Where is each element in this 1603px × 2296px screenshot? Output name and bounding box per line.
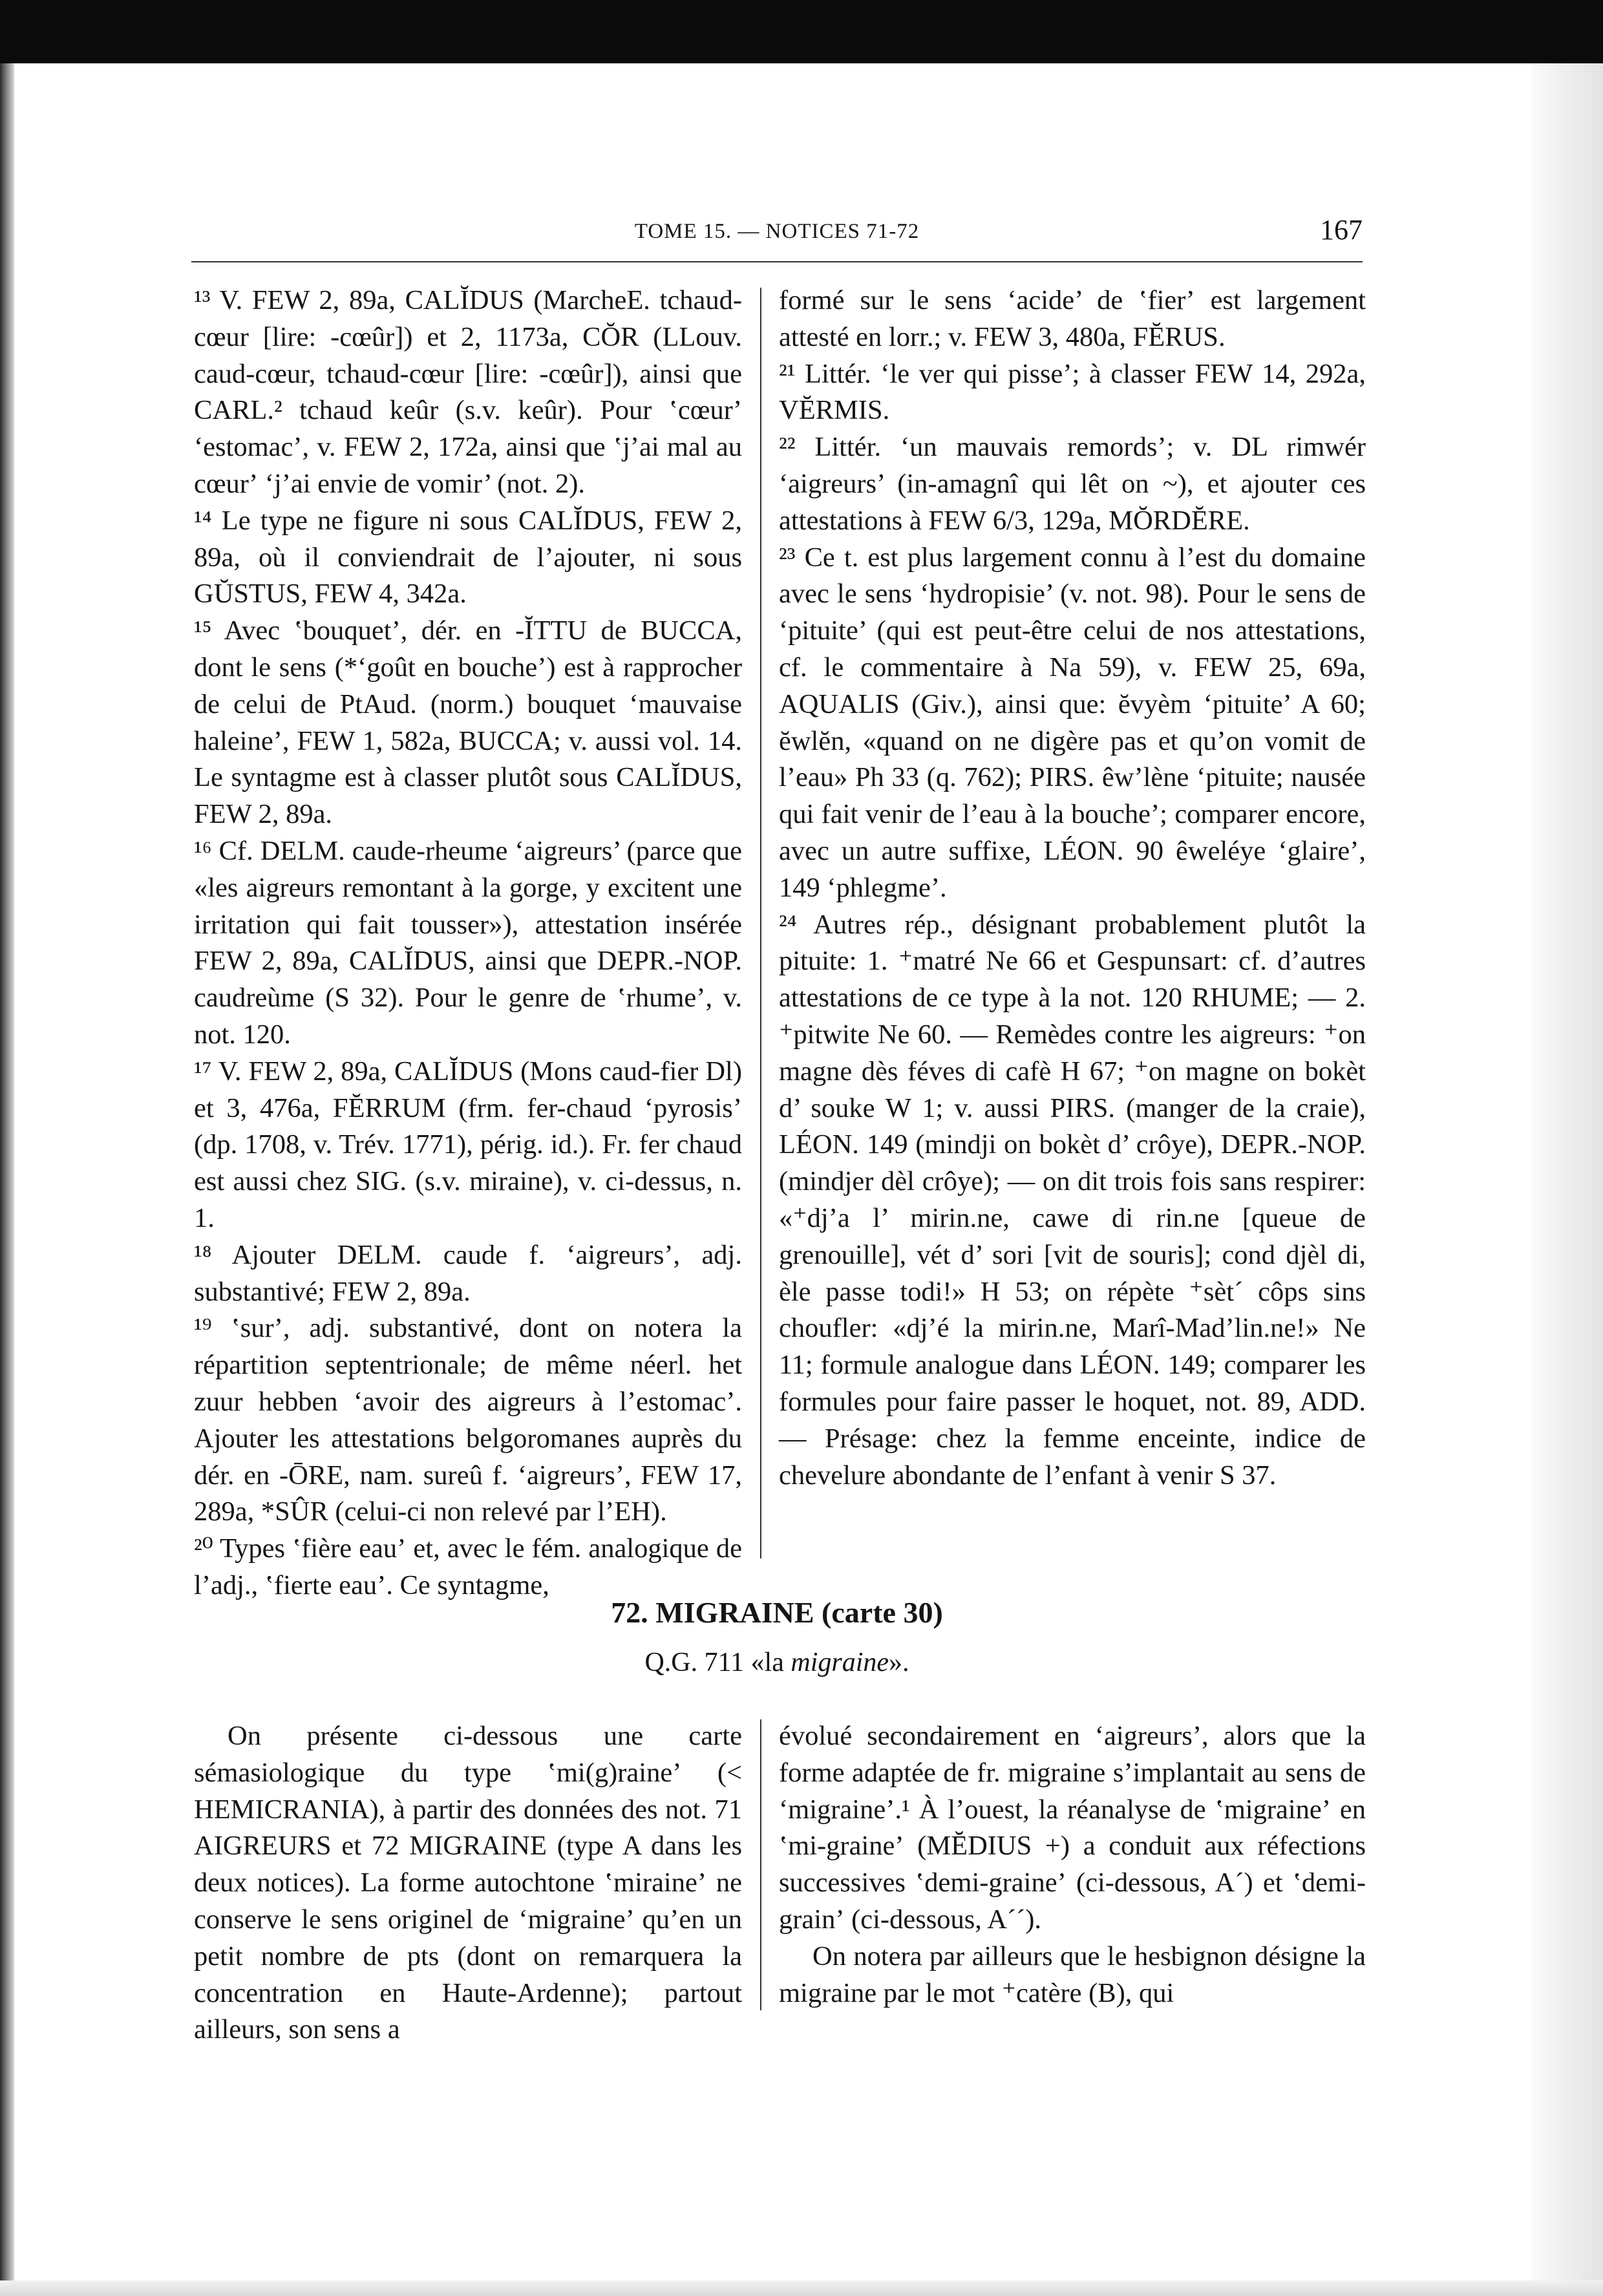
- footnote-23: ²³ Ce t. est plus largement connu à l’est du domaine avec le sens ‘hydropisie’ (v. not. 98). Pour le sens de ‘pituite’ (qui est peut-être celui de nos attestations, cf. le commentaire à Na 59), v. FEW 25, 69a, AQUALIS (Giv.), ainsi que: ĕvyèm ‘pituite’ A 60; ĕwlĕn, «quand on ne digère pas et qu’on vomit de l’eau» Ph 33 (q. 762); PIRS. êw’lène ‘pituite; nausée qui fait venir de l’eau à la bouche’; comparer encore, avec un autre suffixe, LÉON. 90 êweléye ‘glaire’, 149 ‘phlegme’.: [779, 542, 1366, 903]
- scan-top-border: [0, 0, 1603, 63]
- footnote-17: ¹⁷ V. FEW 2, 89a, CALĬDUS (Mons caud-fier Dl) et 3, 476a, FĔRRUM (frm. fer-chaud ‘pyrosis’ (dp. 1708, v. Trév. 1771), périg. id.). Fr. fer chaud est aussi chez SIG. (s.v. miraine), v. ci-dessus, n. 1.: [194, 1056, 742, 1233]
- column-separator: [760, 288, 761, 1558]
- column-separator: [760, 1719, 761, 2010]
- footnote-19: ¹⁹ ʽsurʼ, adj. substantivé, dont on notera la répartition septentrionale; de même néerl. het zuur hebben ‘avoir des aigreurs à l’estomac’. Ajouter les attestations belgoromanes auprès du dér. en -ŌRE, nam. sureû f. ‘aigreurs’, FEW 17, 289a, *SÛR (celui-ci non relevé par l’EH).: [194, 1313, 742, 1527]
- footnote-20: ²⁰ Types ʽfière eauʼ et, avec le fém. analogique de l’adj., ʽfierte eauʼ. Ce syntagme,: [194, 1533, 742, 1600]
- footnote-15: ¹⁵ Avec ʽbouquetʼ, dér. en -ĬTTU de BUCCA, dont le sens (*‘goût en bouche’) est à rapprocher de celui de PtAud. (norm.) bouquet ‘mauvaise haleine’, FEW 1, 582a, BUCCA; v. aussi vol. 14. Le syntagme est à classer plutôt sous CALĬDUS, FEW 2, 89a.: [194, 615, 742, 830]
- scan-bottom-edge: [0, 2280, 1603, 2296]
- body-left-column: [194, 1718, 742, 2048]
- footnote-13: ¹³ V. FEW 2, 89a, CALĬDUS (MarcheE. tchaud-cœur [lire: -cœûr]) et 2, 1173a, CŎR (LLouv. caud-cœur, tchaud-cœur [lire: -cœûr]), ainsi que CARL.² tchaud keûr (s.v. keûr). Pour ʽcœurʼ ‘estomac’, v. FEW 2, 172a, ainsi que ʽj’ai mal au cœurʼ ‘j’ai envie de vomir’ (not. 2).: [194, 285, 742, 499]
- header-rule: [191, 261, 1363, 262]
- footnotes-left-column: [194, 282, 742, 1604]
- section-subtitle: [191, 1647, 1363, 1678]
- scan-right-margin: [1532, 63, 1603, 2296]
- page-header: [191, 213, 1363, 259]
- footnote-20-continued: formé sur le sens ‘acide’ de ʽfierʼ est largement attesté en lorr.; v. FEW 3, 480a, FĔRUS.: [779, 285, 1366, 352]
- section-title: 72. MIGRAINE (carte 30): [611, 1596, 943, 1629]
- subtitle-prefix: Q.G. 711 «la: [644, 1648, 791, 1677]
- subtitle-suffix: ».: [889, 1648, 909, 1677]
- body-right-column: [779, 1718, 1366, 2012]
- body-paragraph: On notera par ailleurs que le hesbignon désigne la migraine par le mot ⁺catère (B), qui: [779, 1940, 1366, 2008]
- footnote-22: ²² Littér. ‘un mauvais remords’; v. DL rimwér ‘aigreurs’ (in-amagnî qui lêt on ~), et ajouter ces attestations à FEW 6/3, 129a, MŎRDĔRE.: [779, 432, 1366, 536]
- subtitle-term: migraine: [791, 1648, 889, 1677]
- scan-left-edge: [0, 63, 14, 2296]
- footnotes-right-column: [779, 282, 1366, 1494]
- body-paragraph-continued: évolué secondairement en ‘aigreurs’, alors que la forme adaptée de fr. migraine s’implantait au sens de ‘migraine’.¹ À l’ouest, la réanalyse de ʽmigraineʼ en ʽmi-graineʼ (MĔDIUS +) a conduit aux réfections successives ʽdemi-graineʼ (ci-dessous, A´) et ʽdemi-grainʼ (ci-dessous, A´´).: [779, 1721, 1366, 1935]
- footnote-16: ¹⁶ Cf. DELM. caude-rheume ‘aigreurs’ (parce que «les aigreurs remontant à la gorge, y excitent une irritation qui fait tousser»), attestation insérée FEW 2, 89a, CALĬDUS, ainsi que DEPR.-NOP. caudreùme (S 32). Pour le genre de ʽrhumeʼ, v. not. 120.: [194, 835, 742, 1050]
- body-paragraph: On présente ci-dessous une carte sémasiologique du type ʽmi(g)raineʼ (< HEMICRANIA), à partir des données des not. 71 AIGREURS et 72 MIGRAINE (type A dans les deux notices). La forme autochtone ʽmiraineʼ ne conserve le sens originel de ‘migraine’ qu’en un petit nombre de pts (dont on remarquera la concentration en Haute-Ardenne); partout ailleurs, son sens a: [194, 1721, 742, 2045]
- footnote-21: ²¹ Littér. ‘le ver qui pisse’; à classer FEW 14, 292a, VĔRMIS.: [779, 358, 1366, 426]
- footnote-14: ¹⁴ Le type ne figure ni sous CALĬDUS, FEW 2, 89a, où il conviendrait de l’ajouter, ni sous GŬSTUS, FEW 4, 342a.: [194, 505, 742, 610]
- page-number: 167: [1320, 214, 1363, 246]
- footnote-24: ²⁴ Autres rép., désignant probablement plutôt la pituite: 1. ⁺matré Ne 66 et Gespunsart: cf. d’autres attestations de ce type à la not. 120 RHUME; — 2. ⁺pitwite Ne 60. — Remèdes contre les aigreurs: ⁺on magne dès féves di cafè H 67; ⁺on magne on bokèt d’ souke W 1; v. aussi PIRS. (manger de la craie), LÉON. 149 (mindji on bokèt d’ crôye), DEPR.-NOP. (mindjer dèl crôye); — on dit trois fois sans respirer: «⁺dj’a l’ mirin.ne, cawe di rin.ne [queue de grenouille], vét d’ sori [vit de souris]; cond djèl di, èle passe todi!» H 53; on répète ⁺sèt´ côps sins choufler: «dj’é la mirin.ne, Marî-Mad’lin.ne!» Ne 11; formule analogue dans LÉON. 149; comparer les formules pour faire passer le hoquet, not. 89, ADD. — Présage: chez la femme enceinte, indice de chevelure abondante de l’enfant à venir S 37.: [779, 909, 1366, 1491]
- footnote-18: ¹⁸ Ajouter DELM. caude f. ‘aigreurs’, adj. substantivé; FEW 2, 89a.: [194, 1239, 742, 1307]
- running-head: TOME 15. — NOTICES 71-72: [634, 220, 920, 243]
